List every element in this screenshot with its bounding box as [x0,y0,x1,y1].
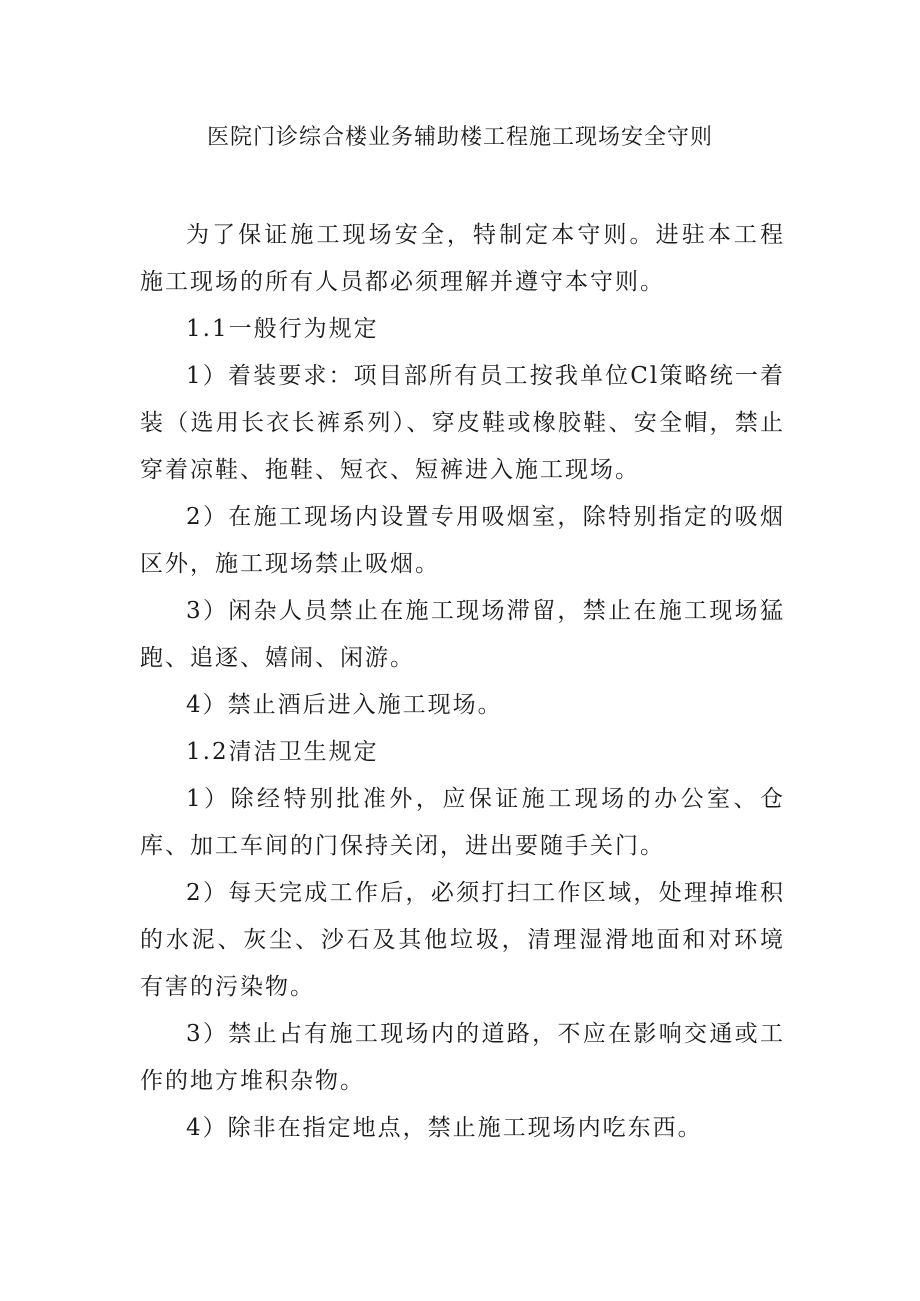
section-heading-1-1: 1.1一般行为规定 [186,316,379,342]
rule-1-2-4: 4）除非在指定地点，禁止施工现场内吃东西。 [186,1115,703,1141]
intro-paragraph: 为了保证施工现场安全，特制定本守则。进驻本工程施工现场的所有人员都必须理解并遵守本守则。 [140,222,785,295]
document-body [140,212,785,1152]
rule-1-2-2: 2）每天完成工作后，必须打扫工作区域，处理掉堆积的水泥、灰尘、沙石及其他垃圾，清理湿滑地面和对环境有害的污染物。 [140,880,785,1000]
rule-1-1-4: 4）禁止酒后进入施工现场。 [186,692,503,718]
rule-1-1-3: 3）闲杂人员禁止在施工现场滞留，禁止在施工现场猛跑、追逐、嬉闹、闲游。 [140,598,785,671]
document-title: 医院门诊综合楼业务辅助楼工程施工现场安全守则 [206,125,713,150]
rule-1-2-3: 3）禁止占有施工现场内的道路，不应在影响交通或工作的地方堆积杂物。 [140,1021,785,1094]
rule-1-2-1: 1）除经特别批准外，应保证施工现场的办公室、仓库、加工车间的门保持关闭，进出要随手关门。 [140,786,785,859]
section-heading-1-2: 1.2清洁卫生规定 [186,739,379,765]
rule-1-1-2: 2）在施工现场内设置专用吸烟室，除特别指定的吸烟区外，施工现场禁止吸烟。 [140,504,785,577]
rule-1-1-1: 1）着装要求：项目部所有员工按我单位Cl策略统一着装（选用长衣长裤系列）、穿皮鞋或橡胶鞋、安全帽，禁止穿着凉鞋、拖鞋、短衣、短裤进入施工现场。 [140,363,785,483]
